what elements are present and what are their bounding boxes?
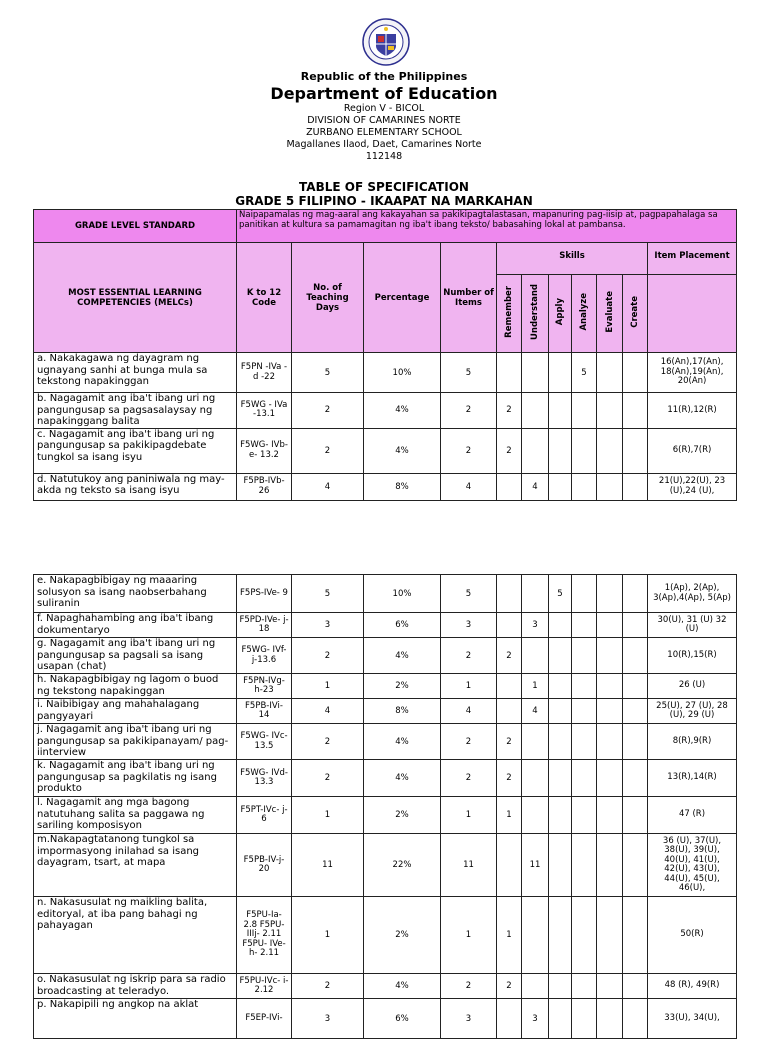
department-title: Department of Education <box>270 84 498 103</box>
k12-code: F5WG- IVb-e- 13.2 <box>237 428 292 473</box>
spec-table-part-1 <box>33 209 737 501</box>
percentage-value: 2% <box>364 897 441 974</box>
skill-understand-count: 4 <box>522 473 549 500</box>
skill-apply-count <box>549 638 572 674</box>
k12-code: F5PN-IVg- h-23 <box>237 674 292 699</box>
competency-text: a. Nakakagawa ng dayagram ng ugnayang sanhi at bunga mula sa tekstong napakinggan <box>34 353 237 393</box>
skill-remember-count <box>497 473 522 500</box>
item-placement: 6(R),7(R) <box>648 428 737 473</box>
skill-create-count <box>623 760 648 797</box>
percentage-value: 8% <box>364 473 441 500</box>
teaching-days: 4 <box>292 699 364 724</box>
teaching-days: 2 <box>292 638 364 674</box>
skill-understand-count: 1 <box>522 674 549 699</box>
k12-code: F5EP-IVi- <box>237 999 292 1039</box>
item-placement: 8(R),9(R) <box>648 724 737 760</box>
teaching-days: 1 <box>292 797 364 834</box>
percentage-value: 4% <box>364 638 441 674</box>
skill-remember-count: 1 <box>497 797 522 834</box>
items-count: 2 <box>441 724 497 760</box>
skill-remember-count <box>497 699 522 724</box>
k12-code: F5PU-IVc- i-2.12 <box>237 974 292 999</box>
competency-text: d. Natutukoy ang paniniwala ng may-akda ng teksto sa isang isyu <box>34 473 237 500</box>
skill-create-count <box>623 974 648 999</box>
teaching-days: 1 <box>292 897 364 974</box>
skill-analyze-count <box>572 473 597 500</box>
skill-understand-count <box>522 353 549 393</box>
skill-evaluate-count <box>597 638 623 674</box>
competency-row <box>34 699 737 724</box>
melc-column-header: MOST ESSENTIAL LEARNING COMPETENCIES (MELCs) <box>34 243 237 353</box>
skill-evaluate-count <box>597 974 623 999</box>
competency-text: c. Nagagamit ang iba't ibang uri ng pangungusap sa pakikipagdebate tungkol sa isang isyu <box>34 428 237 473</box>
items-count: 1 <box>441 797 497 834</box>
competency-text: e. Nakapagbibigay ng maaaring solusyon sa isang naobserbahang suliranin <box>34 575 237 613</box>
skill-create-count <box>623 428 648 473</box>
item-placement: 25(U), 27 (U), 28 (U), 29 (U) <box>648 699 737 724</box>
percentage-column-header: Percentage <box>364 243 441 353</box>
skill-analyze-count: 5 <box>572 353 597 393</box>
percentage-value: 4% <box>364 393 441 429</box>
item-placement: 21(U),22(U), 23 (U),24 (U), <box>648 473 737 500</box>
skill-apply-count <box>549 613 572 638</box>
skill-remember-count <box>497 999 522 1039</box>
skill-apply-count <box>549 760 572 797</box>
skill-remember-count: 2 <box>497 393 522 429</box>
skill-create-header: Create <box>623 275 648 353</box>
items-count: 2 <box>441 974 497 999</box>
competency-text: i. Naibibigay ang mahahalagang pangyayari <box>34 699 237 724</box>
teaching-days: 2 <box>292 428 364 473</box>
skill-apply-count <box>549 834 572 897</box>
competency-row <box>34 999 737 1039</box>
skill-create-count <box>623 575 648 613</box>
spec-table-part-2 <box>33 574 737 1039</box>
competency-row <box>34 473 737 500</box>
skill-analyze-count <box>572 897 597 974</box>
teaching-days: 3 <box>292 999 364 1039</box>
item-placement: 30(U), 31 (U) 32 (U) <box>648 613 737 638</box>
teaching-days: 2 <box>292 760 364 797</box>
skill-evaluate-count <box>597 353 623 393</box>
skill-understand-count <box>522 797 549 834</box>
competency-text: l. Nagagamit ang mga bagong natutuhang salita sa paggawa ng sariling komposisyon <box>34 797 237 834</box>
skill-create-count <box>623 638 648 674</box>
skill-remember-count <box>497 353 522 393</box>
skill-evaluate-count <box>597 999 623 1039</box>
skill-evaluate-count <box>597 834 623 897</box>
deped-seal-logo <box>362 18 410 66</box>
competency-text: k. Nagagamit ang iba't ibang uri ng pangungusap sa pagkilatis ng isang produkto <box>34 760 237 797</box>
percentage-value: 10% <box>364 575 441 613</box>
percentage-value: 6% <box>364 613 441 638</box>
skill-create-count <box>623 724 648 760</box>
skill-analyze-count <box>572 393 597 429</box>
teaching-days: 2 <box>292 393 364 429</box>
competency-text: p. Nakapipili ng angkop na aklat <box>34 999 237 1039</box>
skill-analyze-count <box>572 974 597 999</box>
competency-text: h. Nakapagbibigay ng lagom o buod ng tekstong napakinggan <box>34 674 237 699</box>
teaching-days: 5 <box>292 575 364 613</box>
skill-create-count <box>623 393 648 429</box>
skill-analyze-count <box>572 638 597 674</box>
school-name: ZURBANO ELEMENTARY SCHOOL <box>306 127 462 138</box>
percentage-value: 4% <box>364 724 441 760</box>
items-column-header: Number of Items <box>441 243 497 353</box>
skill-remember-header: Remember <box>497 275 522 353</box>
skills-column-header: Skills <box>497 243 648 275</box>
competency-row <box>34 393 737 429</box>
competency-row <box>34 724 737 760</box>
skill-create-count <box>623 999 648 1039</box>
code-column-header: K to 12 Code <box>237 243 292 353</box>
skill-apply-count <box>549 699 572 724</box>
competency-row <box>34 897 737 974</box>
competency-text: j. Nagagamit ang iba't ibang uri ng pangungusap sa pakikipanayam/ pag-iinterview <box>34 724 237 760</box>
item-placement: 33(U), 34(U), <box>648 999 737 1039</box>
skill-apply-count <box>549 797 572 834</box>
skill-evaluate-count <box>597 575 623 613</box>
item-placement: 13(R),14(R) <box>648 760 737 797</box>
k12-code: F5WG- IVd-13.3 <box>237 760 292 797</box>
skill-analyze-header: Analyze <box>572 275 597 353</box>
skill-apply-count <box>549 897 572 974</box>
skill-analyze-count <box>572 797 597 834</box>
skill-understand-count: 4 <box>522 699 549 724</box>
skill-create-count <box>623 353 648 393</box>
skill-apply-count <box>549 724 572 760</box>
k12-code: F5PN -IVa - d -22 <box>237 353 292 393</box>
items-count: 5 <box>441 353 497 393</box>
competency-text: o. Nakasusulat ng iskrip para sa radio broadcasting at teleradyo. <box>34 974 237 999</box>
competency-text: n. Nakasusulat ng maikling balita, editoryal, at iba pang bahagi ng pahayagan <box>34 897 237 974</box>
skill-evaluate-count <box>597 473 623 500</box>
skill-create-count <box>623 699 648 724</box>
grade-level-standard-text: Naipapamalas ng mag-aaral ang kakayahan sa pakikipagtalastasan, mapanuring pag-iisip at, pagpapahalaga sa panitikan at kultura sa pamamagitan ng iba't ibang teksto/ babasahing lokal at pambansa. <box>237 210 737 243</box>
items-count: 1 <box>441 674 497 699</box>
k12-code: F5PD-IVe- j-18 <box>237 613 292 638</box>
items-count: 2 <box>441 638 497 674</box>
item-placement: 36 (U), 37(U), 38(U), 39(U), 40(U), 41(U), 42(U), 43(U), 44(U), 45(U), 46(U), <box>648 834 737 897</box>
teaching-days: 2 <box>292 724 364 760</box>
k12-code: F5PB-IVb- 26 <box>237 473 292 500</box>
skill-apply-count <box>549 393 572 429</box>
teaching-days: 5 <box>292 353 364 393</box>
skill-analyze-count <box>572 613 597 638</box>
skill-evaluate-count <box>597 393 623 429</box>
skill-evaluate-count <box>597 760 623 797</box>
skill-remember-count: 2 <box>497 428 522 473</box>
competency-row <box>34 613 737 638</box>
skill-understand-count: 3 <box>522 613 549 638</box>
skill-analyze-count <box>572 999 597 1039</box>
skill-apply-count <box>549 974 572 999</box>
competency-text: b. Nagagamit ang iba't ibang uri ng pangungusap sa pagsasalaysay ng napakinggang balita <box>34 393 237 429</box>
competency-text: m.Nakapagtatanong tungkol sa impormasyong inilahad sa isang dayagram, tsart, at mapa <box>34 834 237 897</box>
skill-understand-header: Understand <box>522 275 549 353</box>
competency-row <box>34 760 737 797</box>
skill-evaluate-count <box>597 674 623 699</box>
item-placement: 48 (R), 49(R) <box>648 974 737 999</box>
items-count: 1 <box>441 897 497 974</box>
skill-analyze-count <box>572 428 597 473</box>
teaching-days: 1 <box>292 674 364 699</box>
skill-understand-count <box>522 575 549 613</box>
items-count: 4 <box>441 473 497 500</box>
skill-understand-count <box>522 428 549 473</box>
percentage-value: 2% <box>364 797 441 834</box>
k12-code: F5WG - IVa -13.1 <box>237 393 292 429</box>
teaching-days: 4 <box>292 473 364 500</box>
skill-analyze-count <box>572 724 597 760</box>
k12-code: F5PU-Ia- 2.8 F5PU-IIIj- 2.11 F5PU- IVe-h- 2.11 <box>237 897 292 974</box>
skill-remember-count: 2 <box>497 724 522 760</box>
competency-row <box>34 974 737 999</box>
skill-understand-count <box>522 897 549 974</box>
teaching-days: 3 <box>292 613 364 638</box>
percentage-value: 4% <box>364 428 441 473</box>
item-placement-spacer <box>648 275 737 353</box>
percentage-value: 4% <box>364 974 441 999</box>
skill-analyze-count <box>572 760 597 797</box>
skill-analyze-count <box>572 699 597 724</box>
skill-remember-count <box>497 613 522 638</box>
k12-code: F5PB-IV-j- 20 <box>237 834 292 897</box>
k12-code: F5PT-IVc- j-6 <box>237 797 292 834</box>
skill-evaluate-count <box>597 897 623 974</box>
competency-row <box>34 353 737 393</box>
skill-understand-count <box>522 974 549 999</box>
items-count: 2 <box>441 393 497 429</box>
skill-evaluate-count <box>597 613 623 638</box>
skill-apply-count <box>549 999 572 1039</box>
skill-apply-count <box>549 353 572 393</box>
competency-text: f. Napaghahambing ang iba't ibang dokumentaryo <box>34 613 237 638</box>
skill-remember-count <box>497 834 522 897</box>
skill-evaluate-count <box>597 797 623 834</box>
percentage-value: 2% <box>364 674 441 699</box>
skill-remember-count: 2 <box>497 638 522 674</box>
skill-understand-count <box>522 393 549 429</box>
items-count: 3 <box>441 613 497 638</box>
items-count: 2 <box>441 760 497 797</box>
competency-row <box>34 428 737 473</box>
item-placement: 1(Ap), 2(Ap), 3(Ap),4(Ap), 5(Ap) <box>648 575 737 613</box>
skill-create-count <box>623 797 648 834</box>
skill-evaluate-header: Evaluate <box>597 275 623 353</box>
skill-understand-count: 11 <box>522 834 549 897</box>
skill-remember-count <box>497 575 522 613</box>
skill-understand-count <box>522 724 549 760</box>
skill-apply-count <box>549 473 572 500</box>
skill-create-count <box>623 473 648 500</box>
skill-analyze-count <box>572 575 597 613</box>
skill-remember-count: 2 <box>497 974 522 999</box>
k12-code: F5WG- IVc-13.5 <box>237 724 292 760</box>
skill-remember-count: 2 <box>497 760 522 797</box>
item-placement: 11(R),12(R) <box>648 393 737 429</box>
school-address: Magallanes Ilaod, Daet, Camarines Norte <box>286 139 482 150</box>
skill-analyze-count <box>572 834 597 897</box>
skill-analyze-count <box>572 674 597 699</box>
skill-understand-count: 3 <box>522 999 549 1039</box>
item-placement: 47 (R) <box>648 797 737 834</box>
items-count: 2 <box>441 428 497 473</box>
k12-code: F5WG- IVf-j-13.6 <box>237 638 292 674</box>
skill-create-count <box>623 674 648 699</box>
skill-evaluate-count <box>597 428 623 473</box>
skill-apply-count <box>549 674 572 699</box>
items-count: 11 <box>441 834 497 897</box>
skill-evaluate-count <box>597 699 623 724</box>
item-placement: 50(R) <box>648 897 737 974</box>
k12-code: F5PS-IVe- 9 <box>237 575 292 613</box>
percentage-value: 8% <box>364 699 441 724</box>
days-column-header: No. of Teaching Days <box>292 243 364 353</box>
skill-understand-count <box>522 638 549 674</box>
k12-code: F5PB-IVi- 14 <box>237 699 292 724</box>
document-title: TABLE OF SPECIFICATION <box>299 180 469 194</box>
skill-apply-count <box>549 428 572 473</box>
teaching-days: 2 <box>292 974 364 999</box>
percentage-value: 4% <box>364 760 441 797</box>
teaching-days: 11 <box>292 834 364 897</box>
competency-row <box>34 674 737 699</box>
percentage-value: 10% <box>364 353 441 393</box>
item-placement: 16(An),17(An), 18(An),19(An), 20(An) <box>648 353 737 393</box>
item-placement: 10(R),15(R) <box>648 638 737 674</box>
school-id: 112148 <box>365 151 403 162</box>
competency-row <box>34 575 737 613</box>
document-subtitle: GRADE 5 FILIPINO - IKAAPAT NA MARKAHAN <box>235 194 533 208</box>
skill-evaluate-count <box>597 724 623 760</box>
skill-apply-header: Apply <box>549 275 572 353</box>
grade-level-standard-label: GRADE LEVEL STANDARD <box>34 210 237 243</box>
skill-understand-count <box>522 760 549 797</box>
skill-remember-count: 1 <box>497 897 522 974</box>
items-count: 3 <box>441 999 497 1039</box>
competency-row <box>34 638 737 674</box>
region-label: Region V - BICOL <box>343 103 425 114</box>
item-placement: 26 (U) <box>648 674 737 699</box>
skill-apply-count: 5 <box>549 575 572 613</box>
competency-row <box>34 797 737 834</box>
percentage-value: 22% <box>364 834 441 897</box>
republic-label: Republic of the Philippines <box>300 70 468 83</box>
division-label: DIVISION OF CAMARINES NORTE <box>307 115 461 126</box>
item-placement-column-header: Item Placement <box>648 243 737 275</box>
competency-text: g. Nagagamit ang iba't ibang uri ng pangungusap sa pagsali sa isang usapan (chat) <box>34 638 237 674</box>
skill-remember-count <box>497 674 522 699</box>
skill-create-count <box>623 613 648 638</box>
items-count: 4 <box>441 699 497 724</box>
skill-create-count <box>623 897 648 974</box>
items-count: 5 <box>441 575 497 613</box>
competency-row <box>34 834 737 897</box>
skill-create-count <box>623 834 648 897</box>
percentage-value: 6% <box>364 999 441 1039</box>
